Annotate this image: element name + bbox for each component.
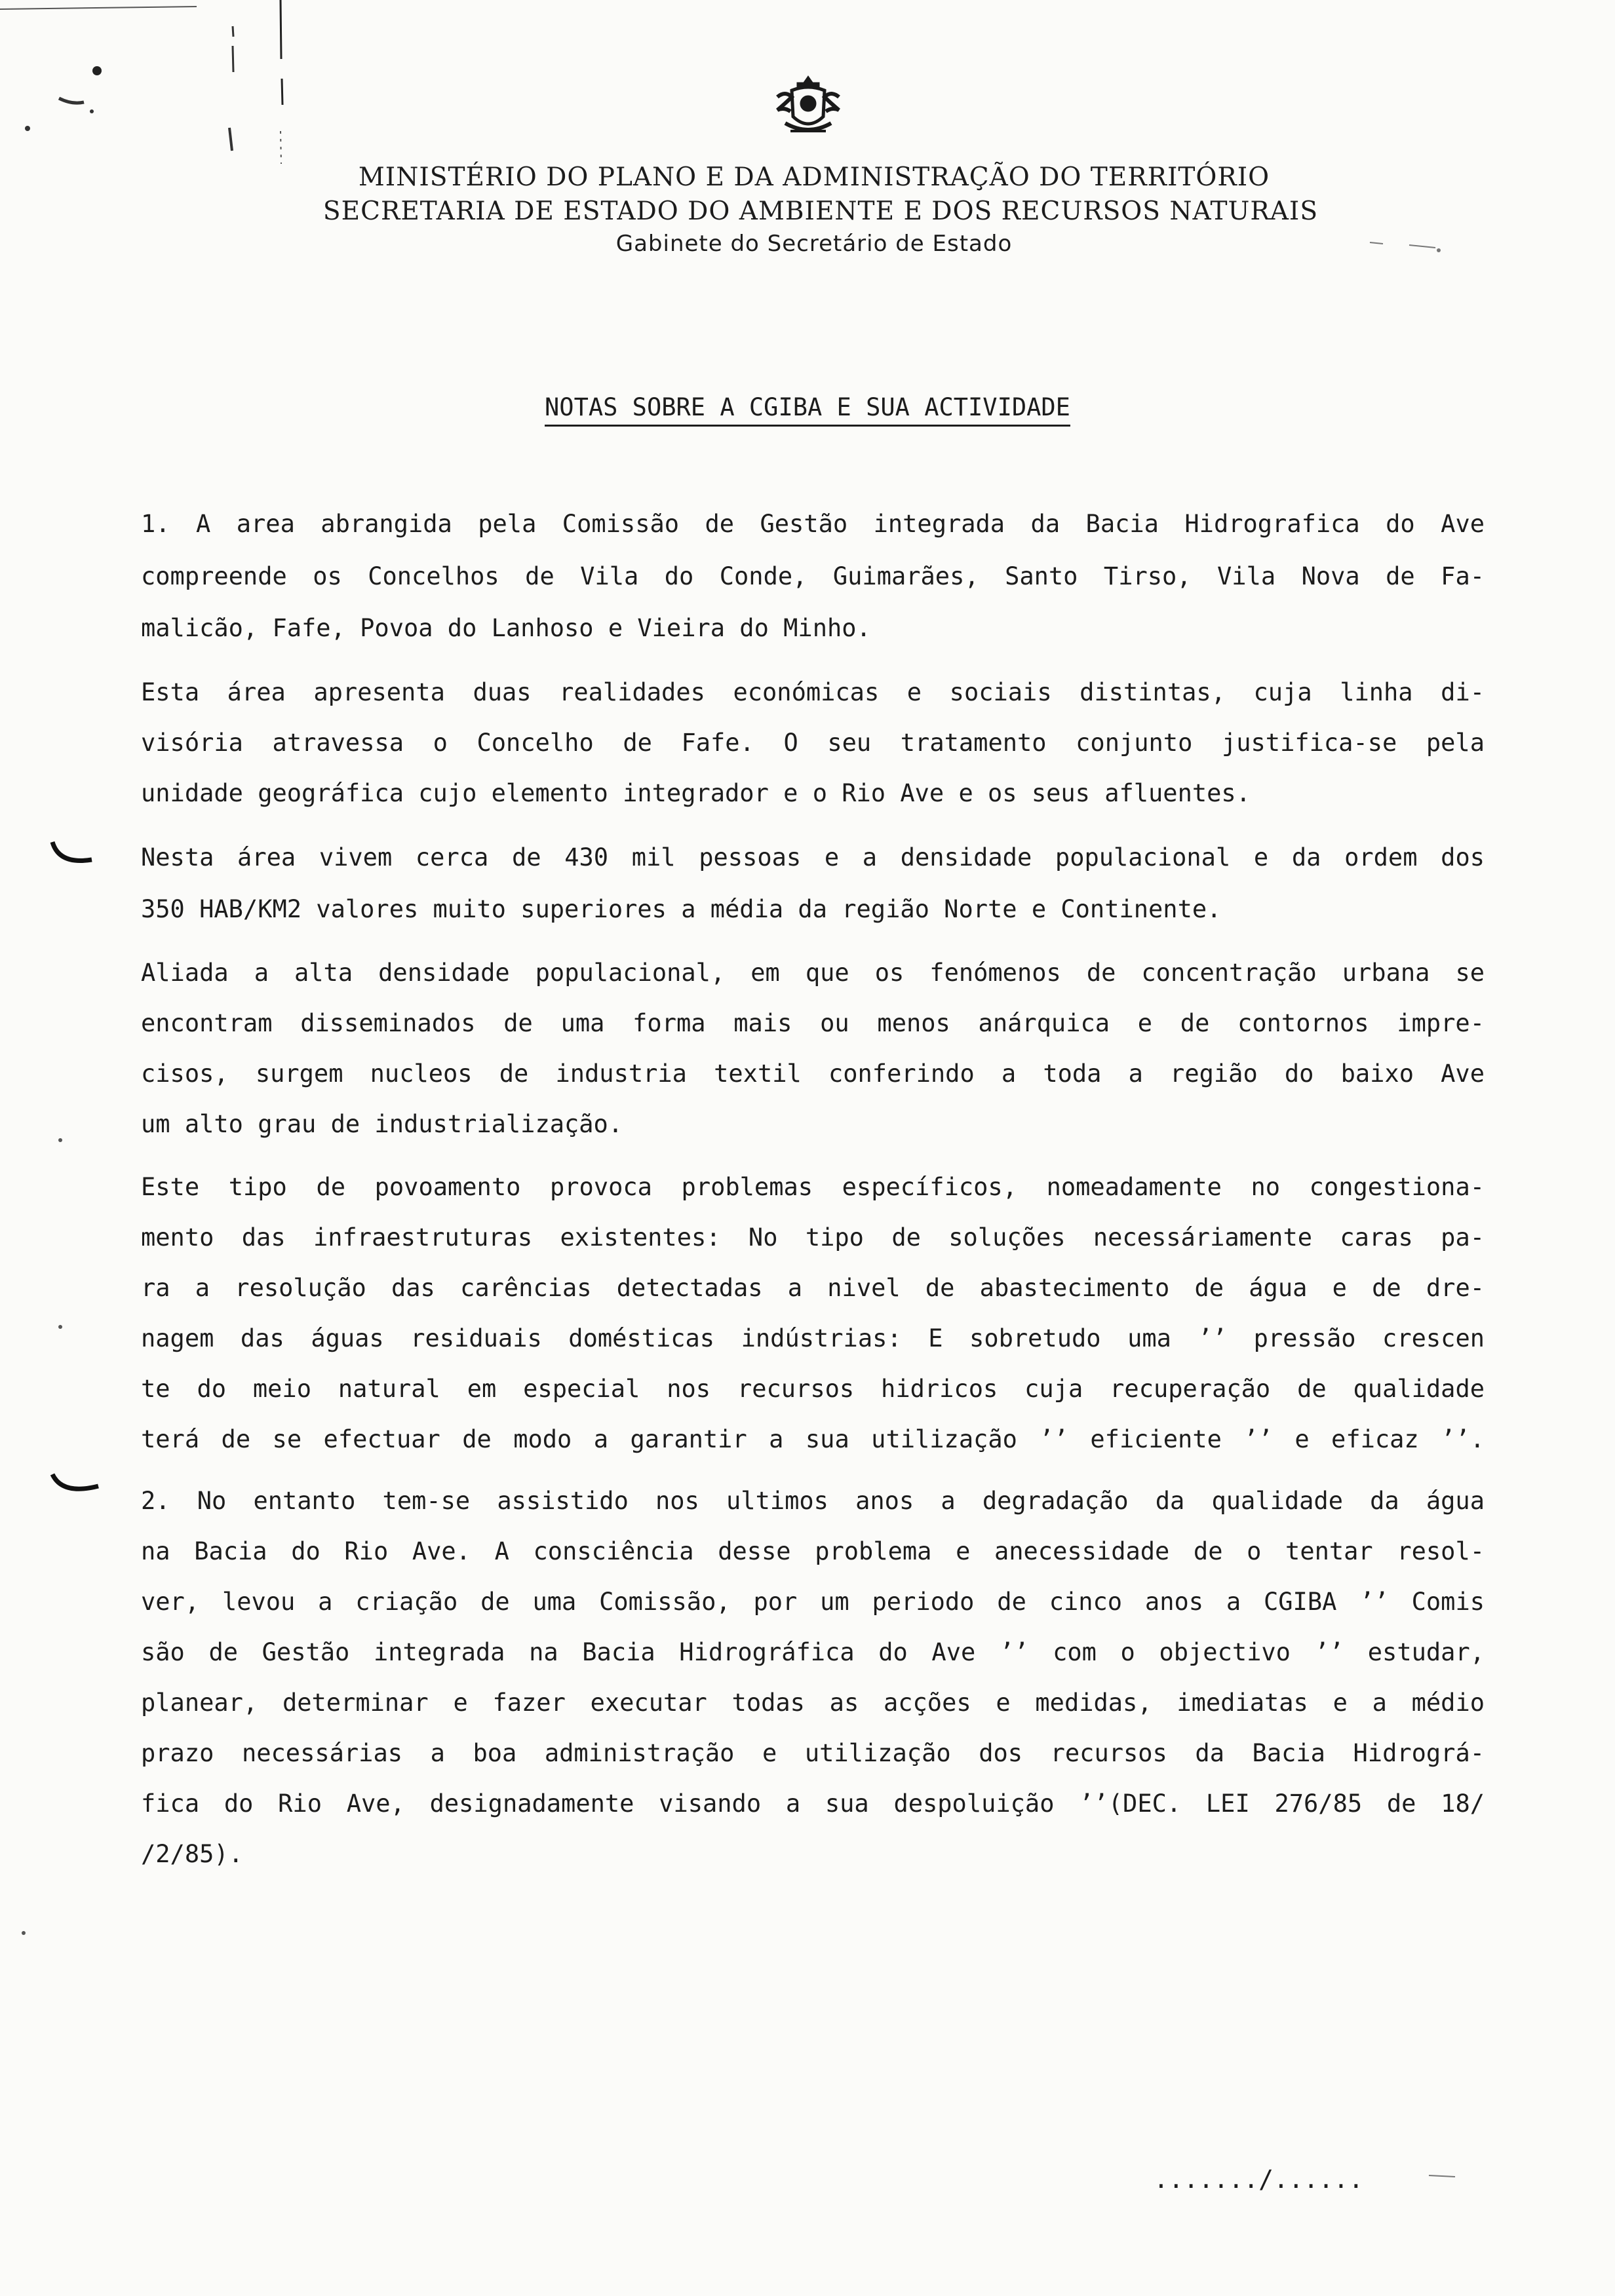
coat-of-arms-icon — [772, 71, 844, 143]
body-line: malicão, Fafe, Povoa do Lanhoso e Vieira do Minho. — [141, 614, 871, 642]
body-line: prazo necessárias a boa administração e utilização dos recursos da Bacia Hidrográ- — [141, 1739, 1485, 1767]
letterhead-ministry: MINISTÉRIO DO PLANO E DA ADMINISTRAÇÃO DO TERRITÓRIO — [358, 163, 1270, 192]
body-line: são de Gestão integrada na Bacia Hidrográfica do Ave ’’ com o objectivo ’’ estudar, — [141, 1638, 1485, 1666]
body-line: 1. A area abrangida pela Comissão de Gestão integrada da Bacia Hidrografica do Ave — [141, 510, 1485, 538]
body-line: um alto grau de industrialização. — [141, 1110, 623, 1138]
body-line: 2. No entanto tem-se assistido nos ultimos anos a degradação da qualidade da água — [141, 1487, 1485, 1515]
body-line: terá de se efectuar de modo a garantir a sua utilização ’’ eficiente ’’ e eficaz ’’. — [141, 1425, 1485, 1453]
body-line: ra a resolução das carências detectadas a nivel de abastecimento de água e de dre- — [141, 1274, 1485, 1302]
body-line: planear, determinar e fazer executar todas as acções e medidas, imediatas e a médio — [141, 1689, 1485, 1717]
body-line: /2/85). — [141, 1840, 243, 1868]
body-line: na Bacia do Rio Ave. A consciência desse problema e anecessidade de o tentar resol- — [141, 1537, 1485, 1565]
page-continuation-marker: ......./...... — [1154, 2165, 1364, 2194]
body-line: Este tipo de povoamento provoca problemas específicos, nomeadamente no congestiona- — [141, 1173, 1485, 1201]
body-line: te do meio natural em especial nos recursos hidricos cuja recuperação de qualidade — [141, 1375, 1485, 1403]
document-title — [0, 393, 1615, 421]
body-line: nagem das águas residuais domésticas indústrias: E sobretudo uma ’’ pressão crescen — [141, 1324, 1485, 1352]
body-line: mento das infraestruturas existentes: No tipo de soluções necessáriamente caras pa- — [141, 1223, 1485, 1252]
body-line: ver, levou a criação de uma Comissão, por um periodo de cinco anos a CGIBA ’’ Comis — [141, 1588, 1485, 1616]
body-line: 350 HAB/KM2 valores muito superiores a média da região Norte e Continente. — [141, 895, 1222, 923]
body-line: encontram disseminados de uma forma mais ou menos anárquica e de contornos impre- — [141, 1009, 1485, 1037]
document-title-text: NOTAS SOBRE A CGIBA E SUA ACTIVIDADE — [545, 393, 1070, 421]
body-line: cisos, surgem nucleos de industria textil conferindo a toda a região do baixo Ave — [141, 1060, 1485, 1088]
letterhead-cabinet: Gabinete do Secretário de Estado — [615, 231, 1013, 257]
body-line: visória atravessa o Concelho de Fafe. O seu tratamento conjunto justifica-se pela — [141, 729, 1485, 757]
body-line: fica do Rio Ave, designadamente visando a sua despoluição ’’(DEC. LEI 276/85 de 18/ — [141, 1789, 1485, 1818]
body-line: compreende os Concelhos de Vila do Conde, Guimarães, Santo Tirso, Vila Nova de Fa- — [141, 562, 1485, 590]
body-line: unidade geográfica cujo elemento integrador e o Rio Ave e os seus afluentes. — [141, 779, 1251, 807]
body-line: Esta área apresenta duas realidades económicas e sociais distintas, cuja linha di- — [141, 678, 1485, 706]
letterhead-secretariat: SECRETARIA DE ESTADO DO AMBIENTE E DOS RECURSOS NATURAIS — [322, 197, 1319, 226]
body-line: Nesta área vivem cerca de 430 mil pessoas e a densidade populacional e da ordem dos — [141, 843, 1485, 871]
body-line: Aliada a alta densidade populacional, em que os fenómenos de concentração urbana se — [141, 959, 1485, 987]
